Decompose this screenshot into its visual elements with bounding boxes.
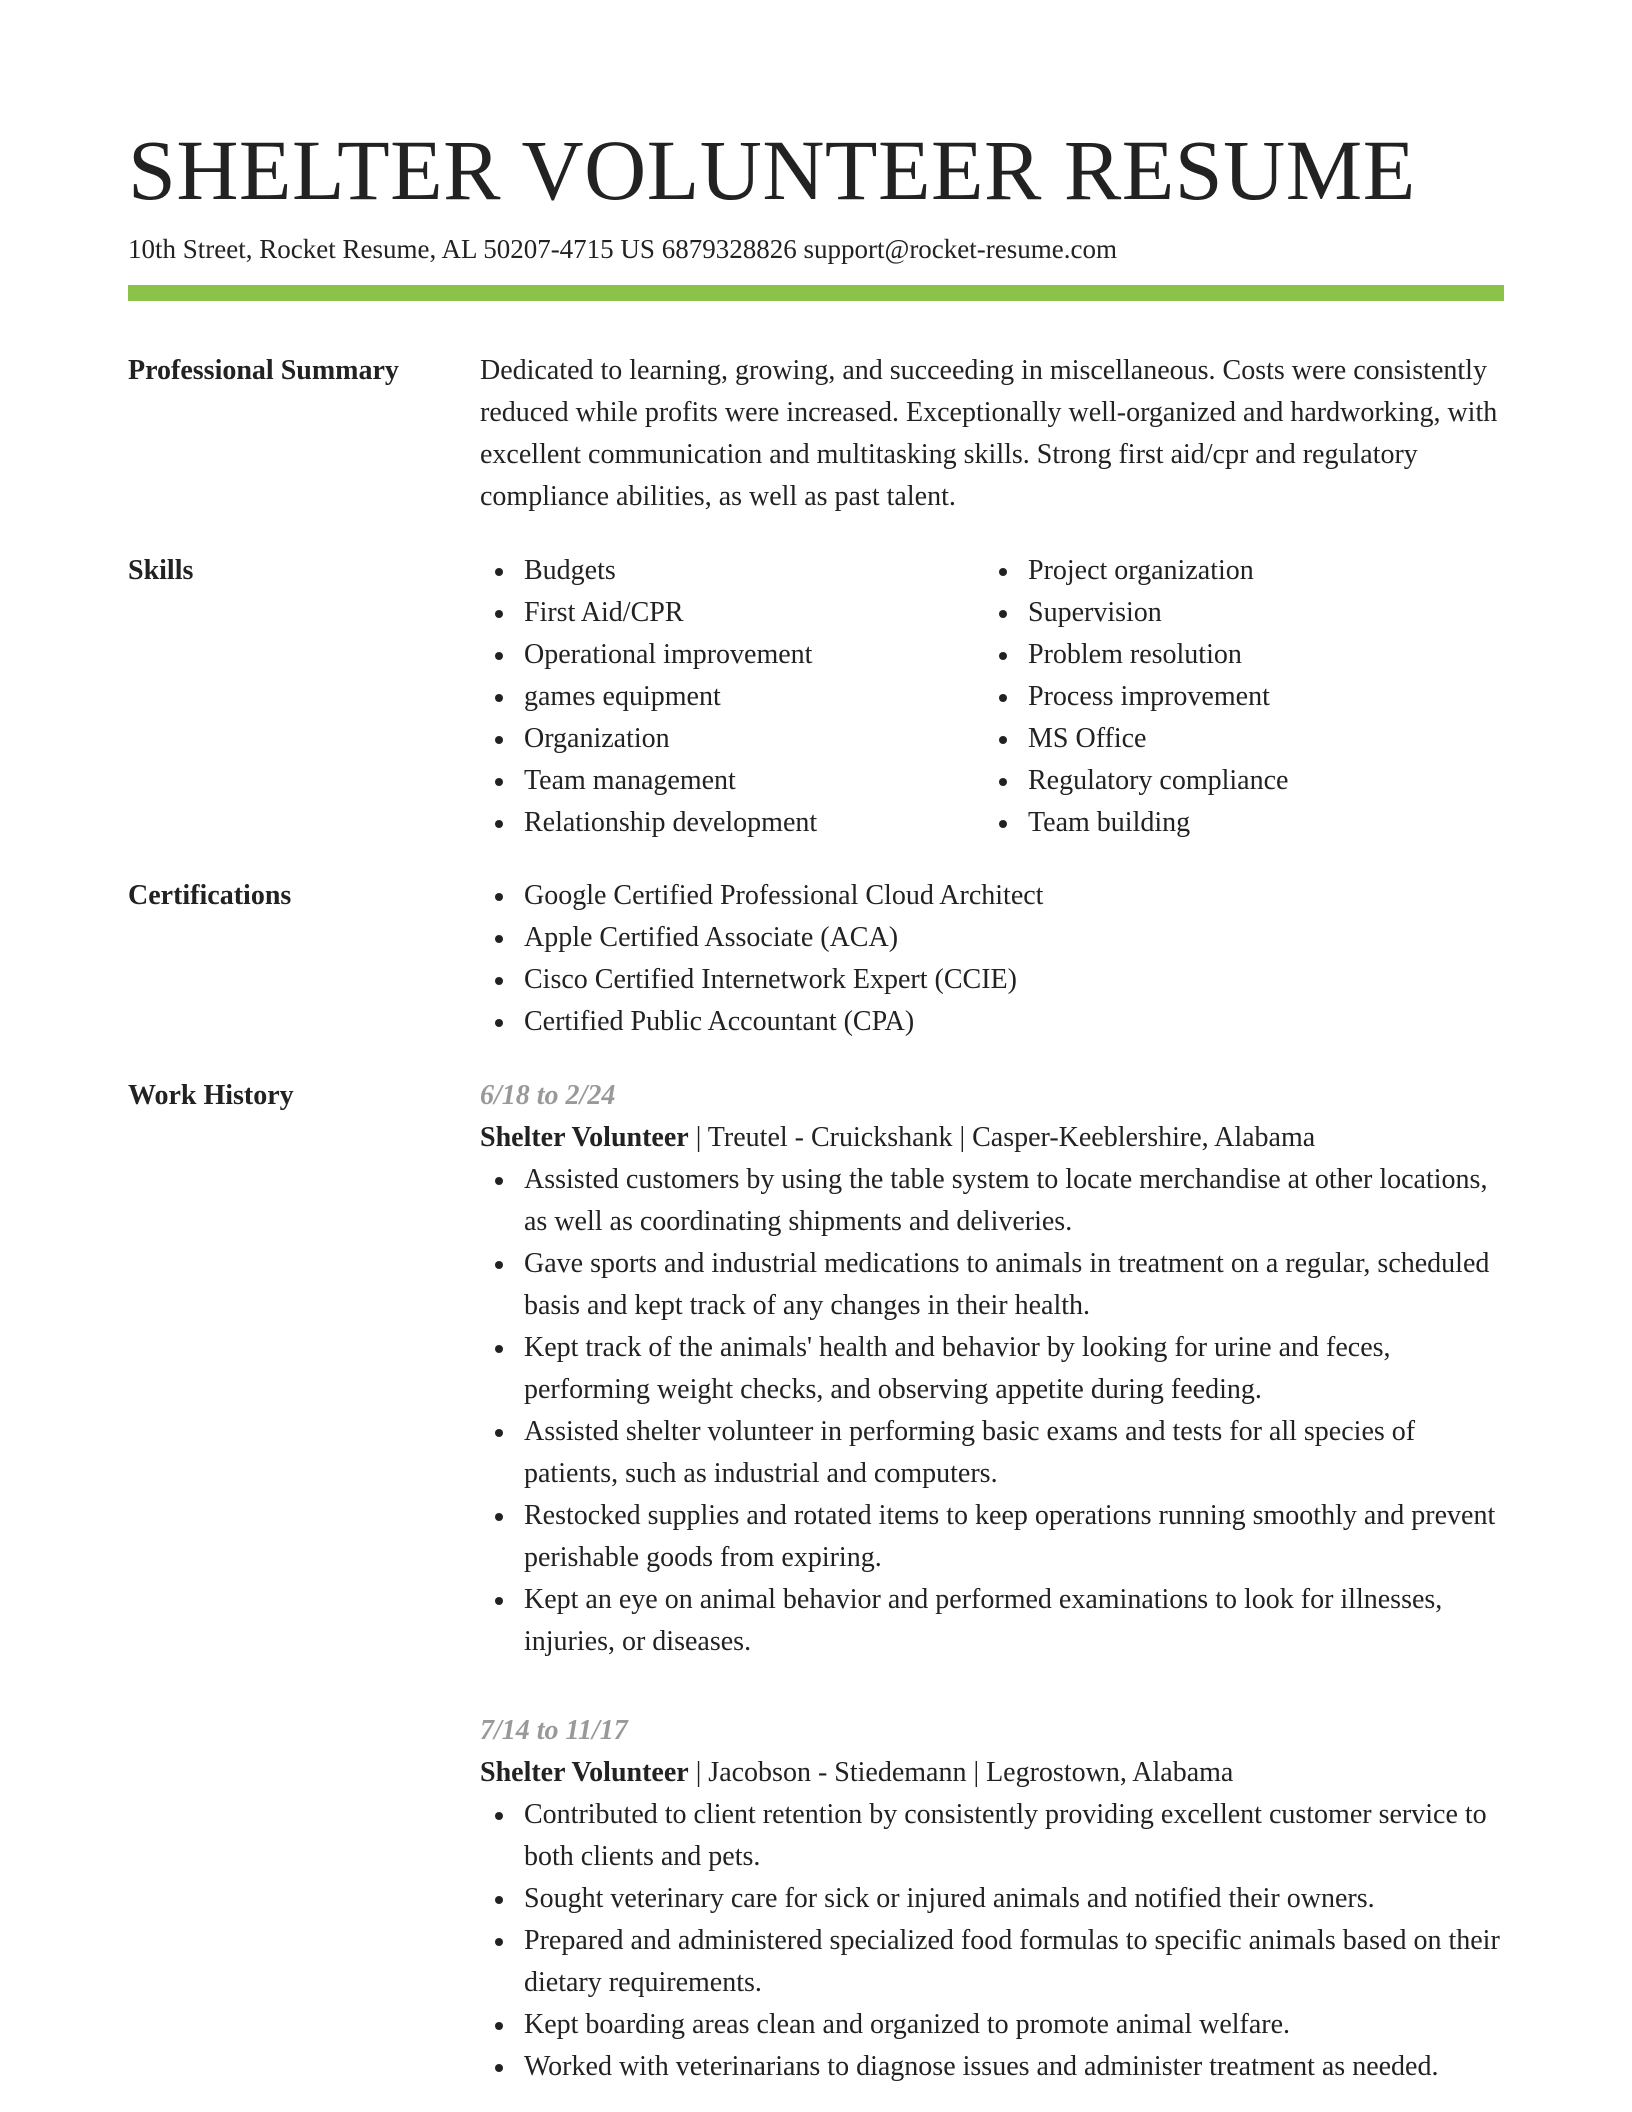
job-heading (480, 1752, 1504, 1794)
job-duty-item: Contributed to client retention by consistently providing excellent customer service to both clients and pets. (480, 1794, 1504, 1878)
job-duty-item: Sought veterinary care for sick or injured animals and notified their owners. (480, 1878, 1504, 1920)
skills-list-left (480, 550, 984, 844)
job-title: Shelter Volunteer (480, 1757, 689, 1788)
job-title: Shelter Volunteer (480, 1122, 689, 1153)
job-duty-item: Assisted customers by using the table system to locate merchandise at other locations, as well as coordinating shipments and deliveries. (480, 1159, 1504, 1243)
skill-item: Budgets (480, 550, 984, 592)
skills-list-right (984, 550, 1488, 844)
job-duty-item: Assisted shelter volunteer in performing basic exams and tests for all species of patients, such as industrial and computers. (480, 1411, 1504, 1495)
job-dates: 6/18 to 2/24 (480, 1080, 616, 1111)
work-history-label: Work History (128, 1080, 294, 1111)
job-duty-item: Kept track of the animals' health and behavior by looking for urine and feces, performing weight checks, and observing appetite during feeding. (480, 1327, 1504, 1411)
job-duty-item: Kept boarding areas clean and organized to promote animal welfare. (480, 2004, 1504, 2046)
skill-item: Regulatory compliance (984, 760, 1488, 802)
skill-item: Team building (984, 802, 1488, 844)
certification-item: Apple Certified Associate (ACA) (480, 917, 1504, 959)
job-duty-item: Worked with veterinarians to diagnose issues and administer treatment as needed. (480, 2046, 1504, 2088)
summary-label: Professional Summary (128, 355, 399, 386)
skill-item: MS Office (984, 718, 1488, 760)
skill-item: Supervision (984, 592, 1488, 634)
skill-item: Project organization (984, 550, 1488, 592)
skill-item: Problem resolution (984, 634, 1488, 676)
job-dates: 7/14 to 11/17 (480, 1715, 628, 1746)
header-accent-bar (128, 285, 1504, 301)
skill-item: Organization (480, 718, 984, 760)
certification-item: Certified Public Accountant (CPA) (480, 1001, 1504, 1043)
skill-item: Operational improvement (480, 634, 984, 676)
job-details: | Jacobson - Stiedemann | Legrostown, Alabama (688, 1757, 1234, 1788)
job-heading (480, 1117, 1504, 1159)
certification-item: Google Certified Professional Cloud Architect (480, 875, 1504, 917)
job-duties-list (480, 1794, 1504, 2088)
certification-item: Cisco Certified Internetwork Expert (CCIE) (480, 959, 1504, 1001)
skill-item: First Aid/CPR (480, 592, 984, 634)
skill-item: games equipment (480, 676, 984, 718)
skills-label: Skills (128, 555, 194, 586)
job-duty-item: Restocked supplies and rotated items to keep operations running smoothly and prevent perishable goods from expiring. (480, 1495, 1504, 1579)
contact-info: 10th Street, Rocket Resume, AL 50207-4715 US 6879328826 support@rocket-resume.com (128, 234, 1117, 264)
certifications-list (480, 875, 1504, 1043)
resume-title: SHELTER VOLUNTEER RESUME (128, 122, 1416, 218)
summary-text: Dedicated to learning, growing, and succeeding in miscellaneous. Costs were consistently reduced while profits were increased. Exceptionally well-organized and hardworking, with excellent communication and multitasking skills. Strong first aid/cpr and regulatory compliance abilities, as well as past talent. (480, 355, 1498, 512)
job-duty-item: Prepared and administered specialized food formulas to specific animals based on their dietary requirements. (480, 1920, 1504, 2004)
job-entry (480, 1075, 1504, 1663)
job-duty-item: Kept an eye on animal behavior and performed examinations to look for illnesses, injuries, or diseases. (480, 1579, 1504, 1663)
skill-item: Relationship development (480, 802, 984, 844)
skill-item: Team management (480, 760, 984, 802)
skill-item: Process improvement (984, 676, 1488, 718)
job-details: | Treutel - Cruickshank | Casper-Keeblershire, Alabama (688, 1122, 1316, 1153)
certifications-label: Certifications (128, 880, 292, 911)
job-duty-item: Gave sports and industrial medications to animals in treatment on a regular, scheduled basis and kept track of any changes in their health. (480, 1243, 1504, 1327)
job-duties-list (480, 1159, 1504, 1663)
job-entry (480, 1710, 1504, 2088)
